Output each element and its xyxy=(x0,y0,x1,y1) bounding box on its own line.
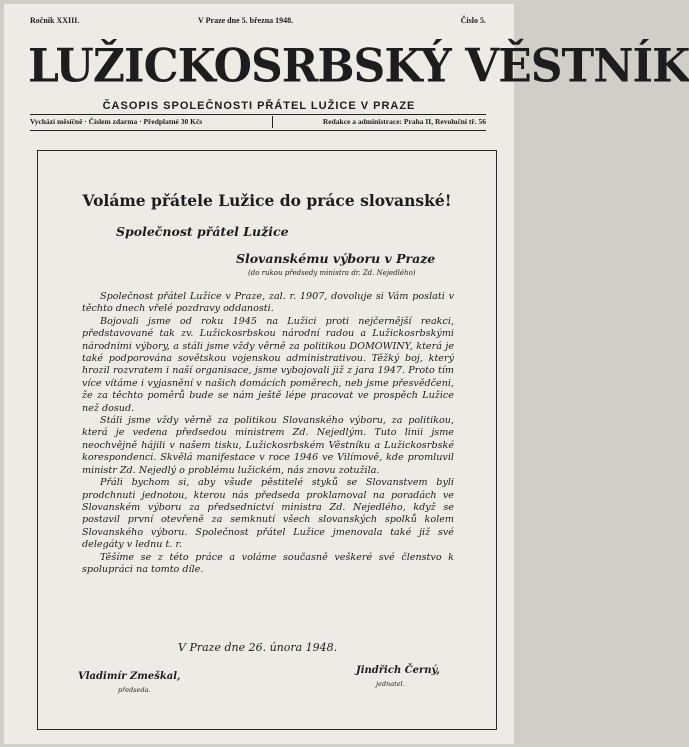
masthead-subtitle: ČASOPIS SPOLEČNOSTI PŘÁTEL LUŽICE V PRAZE xyxy=(102,100,416,112)
letter-paragraph: Stáli jsme vždy věrně za politikou Slovanského výboru, za politikou, která je vedena předsedou ministrem Zd. Nejedlým. Tuto linii jsme neochvějně hájili v našem tisku, Lužickosrbském Věstníku a Lužickosrbské korespondenci. Skvělá manifestace v roce 1946 ve Vilímově, kde promluvil ministr Zd. Nejedlý o problému lužickém, nás znovu zotužila. xyxy=(82,415,454,476)
letter-paragraph: Přáli bychom si, aby všude pěstitelé styků se Slovanstvem byli prodchnuti jednotou, kterou nás předseda proklamoval na poradách ve Slovanském výboru za předsednictví ministra Zd. Nejedlého, když se postavil první otevřeně za semknutí všech slovanských spolků kolem Slovanského výboru. Společnost přátel Lužice jmenovala také již své delegáty v lednu t. r. xyxy=(82,477,454,551)
issue-line xyxy=(30,16,486,28)
letter-frame xyxy=(37,150,497,730)
letter-paragraph: Bojovali jsme od roku 1945 na Lužici proti nejčernější reakci, představované tak zv. Lužickosrbskou národní radou a Lužickosrbskými národními výbory, a stáli jsme vždy věrně za politikou DOMOWINY, která je také podporována sovětskou vojenskou administrativou. Těžký boj, který hrozil rozvratem i naší organisace, jsme vybojovali již z jara 1947. Proto tím více vítáme i vyjasnění v našich domácích poměrech, neb jsme přesvědčeni, že za těchto poměrů bude se nám ještě lépe pracovat ve prospěch Lužice než dosud. xyxy=(82,315,454,414)
signature-chairman: Vladimír Zmeškal, xyxy=(78,671,181,682)
masthead-title: LUŽICKOSRBSKÝ VĚSTNÍK xyxy=(28,39,689,94)
info-divider xyxy=(272,116,273,128)
letter-recipient-note: (do rukou předsedy ministra dr. Zd. Nejedlého) xyxy=(248,269,416,277)
letter-body xyxy=(82,291,454,576)
letter-paragraph: Těšíme se z této práce a voláme současně veškeré své členstvo k spolupráci na tomto díle. xyxy=(82,551,454,575)
letter-sender: Společnost přátel Lužice xyxy=(116,224,289,239)
letter-closing: V Praze dne 26. února 1948. xyxy=(178,641,338,654)
editorial-address: Redakce a administrace: Praha II, Revoluční tř. 56 xyxy=(322,117,486,126)
newspaper-page xyxy=(4,4,689,744)
letter-recipient: Slovanskému výboru v Praze xyxy=(236,251,436,266)
masthead-rule-bottom xyxy=(30,130,486,131)
volume-label: Ročník XXIII. xyxy=(30,16,80,25)
publishing-info-row xyxy=(30,117,486,129)
signature-chairman-role: předseda. xyxy=(118,686,151,694)
signature-secretary-role: jednatel. xyxy=(376,680,405,688)
issue-number: Číslo 5. xyxy=(460,16,486,25)
letter-paragraph: Společnost přátel Lužice v Praze, zal. r. 1907, dovoluje si Vám poslati v těchto dnech vřelé pozdravy oddanosti. xyxy=(82,291,454,315)
masthead-rule-top xyxy=(30,114,486,115)
issue-date: V Praze dne 5. března 1948. xyxy=(198,16,294,25)
letter-headline: Voláme přátele Lužice do práce slovanské! xyxy=(82,191,452,210)
publishing-info: Vychází měsíčně · Číslem zdarma · Předplatné 30 Kčs xyxy=(30,117,203,126)
signature-secretary: Jindřich Černý, xyxy=(356,665,440,676)
